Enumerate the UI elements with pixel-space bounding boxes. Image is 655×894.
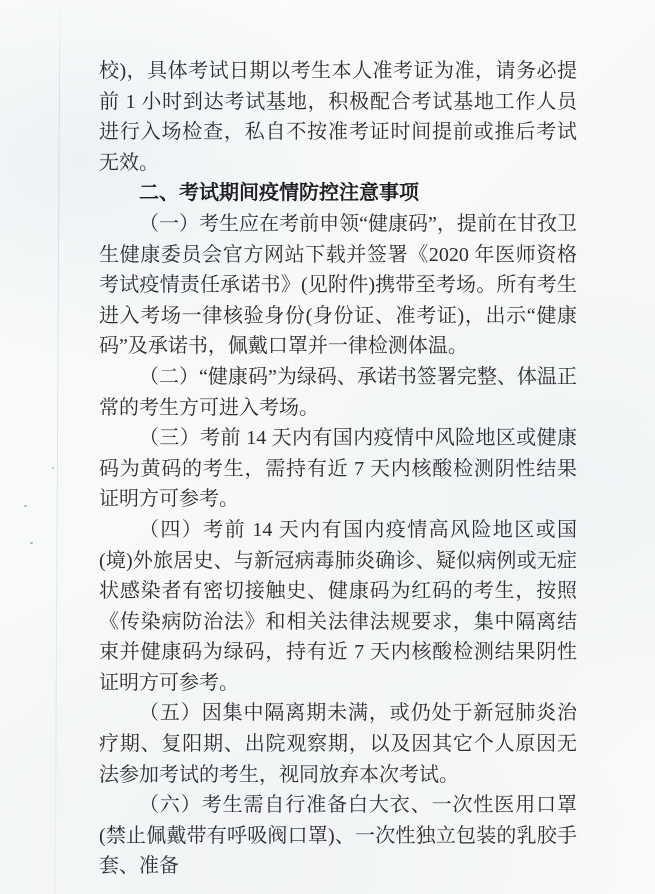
section-heading: 二、考试期间疫情防控注意事项	[139, 182, 419, 205]
paragraph: 校)，具体考试日期以考生本人准考证为准，请务必提前 1 小时到达考试基地，积极配合考试基地工作人员进行入场检查，私自不按准考证时间提前或推后考试无效。	[99, 60, 577, 174]
scan-speck	[24, 505, 27, 507]
scan-speck	[30, 542, 33, 544]
document-body	[99, 56, 577, 882]
scan-fold-line	[55, 0, 61, 894]
paragraph: （四）考前 14 天内有国内疫情高风险地区或国(境)外旅居史、与新冠病毒肺炎确诊、疑似病例或无症状感染者有密切接触史、健康码为红码的考生，按照《传染病防治法》和相关法律法规要求，集中隔离结束并健康码为绿码，持有近 7 天内核酸检测结果阴性证明方可参考。	[99, 518, 577, 694]
paragraph: （一）考生应在考前申领“健康码”，提前在甘孜卫生健康委员会官方网站下载并签署《2020 年医师资格考试疫情责任承诺书》(见附件)携带至考场。所有考生进入考场一律核验身份(身份证、准考证)，出示“健康码”及承诺书，佩戴口罩并一律检测体温。	[99, 212, 577, 358]
scan-speck	[52, 467, 54, 469]
paragraph: （二）“健康码”为绿码、承诺书签署完整、体温正常的考生方可进入考场。	[99, 365, 577, 419]
paragraph: （五）因集中隔离期未满，或仍处于新冠肺炎治疗期、复阳期、出院观察期，以及因其它个人原因无法参加考试的考生，视同放弃本次考试。	[99, 702, 577, 786]
paragraph: （六）考生需自行准备白大衣、一次性医用口罩(禁止佩戴带有呼吸阀口罩)、一次性独立包装的乳胶手套、准备	[99, 794, 577, 878]
paragraph: （三）考前 14 天内有国内疫情中风险地区或健康码为黄码的考生，需持有近 7 天内核酸检测阴性结果证明方可参考。	[99, 427, 577, 511]
